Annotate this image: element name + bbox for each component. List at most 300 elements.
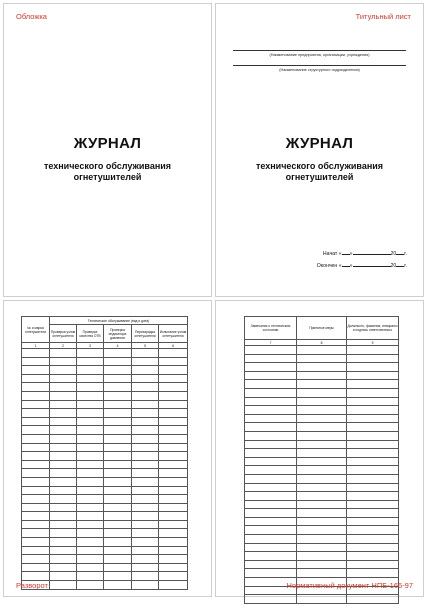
table-cell — [159, 349, 188, 358]
table-cell — [77, 572, 104, 581]
table-cell — [245, 492, 297, 501]
table-cell — [50, 443, 77, 452]
table-row — [245, 595, 399, 604]
table-cell — [297, 431, 347, 440]
table-cell — [347, 517, 399, 526]
table-row — [22, 495, 188, 504]
table-cell — [22, 452, 50, 461]
table-cell — [159, 512, 188, 521]
table-cell — [159, 409, 188, 418]
table-row — [22, 357, 188, 366]
table-row — [245, 457, 399, 466]
ended-date-row — [317, 261, 407, 269]
table-cell — [132, 426, 159, 435]
table-row — [245, 423, 399, 432]
column-header: Замечания о техническом состоянии — [245, 317, 297, 340]
table-cell — [297, 543, 347, 552]
table-cell — [77, 383, 104, 392]
ended-year-label: 20 — [390, 263, 397, 269]
table-cell — [50, 520, 77, 529]
table-cell — [297, 492, 347, 501]
table-cell — [50, 434, 77, 443]
table-row — [245, 388, 399, 397]
table-cell — [104, 572, 132, 581]
table-cell — [159, 366, 188, 375]
table-row — [245, 431, 399, 440]
table-cell — [159, 546, 188, 555]
table-cell — [22, 529, 50, 538]
table-cell — [77, 538, 104, 547]
started-month-blank — [353, 249, 391, 255]
table-row — [22, 374, 188, 383]
table-cell — [297, 363, 347, 372]
table-row — [245, 500, 399, 509]
table-cell — [297, 595, 347, 604]
table-cell — [297, 457, 347, 466]
table-cell — [50, 409, 77, 418]
table-cell — [22, 503, 50, 512]
title-page-title-block — [216, 135, 423, 183]
table-cell — [159, 417, 188, 426]
table-cell — [77, 495, 104, 504]
table-cell — [22, 555, 50, 564]
table-cell — [104, 563, 132, 572]
table-cell — [104, 460, 132, 469]
table-cell — [159, 400, 188, 409]
table-cell — [245, 483, 297, 492]
table-cell — [104, 426, 132, 435]
table-cell — [22, 469, 50, 478]
table-row — [22, 512, 188, 521]
table-cell — [50, 452, 77, 461]
table-cell — [50, 383, 77, 392]
table-cell — [22, 512, 50, 521]
table-cell — [245, 466, 297, 475]
title-page — [216, 4, 423, 296]
table-row — [22, 469, 188, 478]
table-row — [22, 520, 188, 529]
column-number: 4 — [104, 343, 132, 349]
ended-label: Окончен « — [316, 263, 342, 269]
table-cell — [22, 477, 50, 486]
table-cell — [132, 383, 159, 392]
table-cell — [297, 449, 347, 458]
table-cell — [132, 546, 159, 555]
table-cell — [77, 555, 104, 564]
title-page-corner-label: Титульный лист — [355, 12, 411, 21]
table-cell — [159, 563, 188, 572]
table-cell — [104, 503, 132, 512]
table-cell — [132, 366, 159, 375]
table-cell — [22, 400, 50, 409]
table-cell — [104, 477, 132, 486]
table-cell — [50, 400, 77, 409]
table-cell — [159, 443, 188, 452]
table-cell — [159, 374, 188, 383]
cover-subtitle-line1: технического обслуживания — [43, 161, 172, 171]
table-cell — [297, 560, 347, 569]
table-cell — [159, 452, 188, 461]
table-row — [245, 543, 399, 552]
table-cell — [22, 495, 50, 504]
table-row — [245, 474, 399, 483]
table-cell — [347, 552, 399, 561]
table-row — [245, 492, 399, 501]
table-cell — [132, 434, 159, 443]
organization-line — [233, 50, 406, 51]
table-cell — [159, 469, 188, 478]
table-cell — [50, 374, 77, 383]
table-cell — [50, 357, 77, 366]
table-cell — [347, 406, 399, 415]
table-cell — [104, 434, 132, 443]
table-row — [245, 466, 399, 475]
table-cell — [159, 486, 188, 495]
table-cell — [50, 555, 77, 564]
table-cell — [132, 512, 159, 521]
table-cell — [245, 431, 297, 440]
table-row — [22, 383, 188, 392]
table-row — [22, 486, 188, 495]
started-label: Начат « — [322, 251, 342, 257]
table-cell — [77, 452, 104, 461]
table-cell — [132, 581, 159, 590]
table-cell — [104, 512, 132, 521]
table-cell — [245, 569, 297, 578]
department-field — [233, 65, 406, 72]
table-cell — [77, 563, 104, 572]
table-cell — [347, 560, 399, 569]
table-cell — [245, 440, 297, 449]
column-header: Проверка качества ОТВ — [77, 325, 104, 343]
table-cell — [50, 417, 77, 426]
table-cell — [50, 477, 77, 486]
table-cell — [347, 466, 399, 475]
table-cell — [245, 406, 297, 415]
table-cell — [159, 383, 188, 392]
table-row — [22, 434, 188, 443]
table-cell — [159, 572, 188, 581]
table-cell — [132, 572, 159, 581]
table-row — [22, 538, 188, 547]
title-page-title: ЖУРНАЛ — [285, 135, 354, 152]
table-cell — [347, 483, 399, 492]
table-header-row — [22, 317, 188, 325]
table-row — [245, 406, 399, 415]
table-cell — [297, 500, 347, 509]
table-cell — [104, 366, 132, 375]
table-cell — [77, 520, 104, 529]
table-cell — [50, 486, 77, 495]
table-cell — [347, 371, 399, 380]
table-cell — [22, 520, 50, 529]
table-cell — [50, 349, 77, 358]
table-cell — [297, 526, 347, 535]
table-cell — [159, 357, 188, 366]
table-cell — [245, 552, 297, 561]
table-row — [22, 409, 188, 418]
table-cell — [50, 546, 77, 555]
table-cell — [347, 346, 399, 355]
table-cell — [50, 538, 77, 547]
table-cell — [132, 349, 159, 358]
table-cell — [347, 474, 399, 483]
spread-corner-label: Разворот — [16, 581, 48, 590]
table-cell — [132, 503, 159, 512]
table-cell — [132, 486, 159, 495]
column-header: Принятые меры — [297, 317, 347, 340]
table-cell — [245, 397, 297, 406]
table-row — [245, 380, 399, 389]
table-cell — [77, 349, 104, 358]
table-row — [22, 529, 188, 538]
table-cell — [104, 417, 132, 426]
started-year-suffix: г. — [404, 251, 407, 257]
table-cell — [77, 469, 104, 478]
department-line — [233, 65, 406, 66]
table-cell — [245, 449, 297, 458]
table-cell — [347, 363, 399, 372]
cover-corner-label: Обложка — [16, 12, 47, 21]
table-cell — [347, 397, 399, 406]
table-cell — [50, 572, 77, 581]
table-cell — [297, 509, 347, 518]
table-cell — [132, 443, 159, 452]
cover-title-block — [4, 135, 211, 183]
table-cell — [347, 414, 399, 423]
table-cell — [347, 595, 399, 604]
table-cell — [104, 443, 132, 452]
table-cell — [22, 443, 50, 452]
table-cell — [297, 552, 347, 561]
table-cell — [159, 520, 188, 529]
table-cell — [22, 486, 50, 495]
table-row — [22, 349, 188, 358]
cover-subtitle-line2: огнетушителей — [73, 172, 142, 182]
table-row — [22, 391, 188, 400]
table-cell — [245, 560, 297, 569]
table-cell — [297, 440, 347, 449]
table-cell — [245, 517, 297, 526]
table-cell — [22, 383, 50, 392]
title-page-subtitle-line2: огнетушителей — [285, 172, 354, 182]
table-row — [22, 426, 188, 435]
table-cell — [132, 529, 159, 538]
table-cell — [159, 503, 188, 512]
table-cell — [22, 357, 50, 366]
remarks-table — [244, 316, 399, 604]
ended-month-blank — [353, 261, 391, 267]
table-cell — [347, 431, 399, 440]
table-cell — [104, 452, 132, 461]
started-date-row — [323, 249, 407, 257]
table-cell — [347, 543, 399, 552]
table-cell — [347, 500, 399, 509]
table-row — [22, 563, 188, 572]
table-cell — [159, 581, 188, 590]
spread-left-page — [4, 301, 211, 596]
table-cell — [159, 529, 188, 538]
table-cell — [104, 495, 132, 504]
table-cell — [347, 509, 399, 518]
spread-right-page — [216, 301, 423, 596]
table-cell — [50, 512, 77, 521]
ended-day-blank — [342, 261, 350, 267]
table-row — [245, 354, 399, 363]
table-row — [245, 535, 399, 544]
table-cell — [132, 374, 159, 383]
table-cell — [132, 495, 159, 504]
table-cell — [245, 371, 297, 380]
table-cell — [104, 349, 132, 358]
column-header: Проверка индикатора давления — [104, 325, 132, 343]
table-row — [245, 414, 399, 423]
table-cell — [132, 520, 159, 529]
table-cell — [159, 391, 188, 400]
table-cell — [22, 426, 50, 435]
table-cell — [132, 460, 159, 469]
column-header: Должность, фамилия, инициалы и подпись ответственного — [347, 317, 399, 340]
ended-date-mid: » — [349, 263, 353, 269]
table-cell — [104, 374, 132, 383]
table-cell — [50, 495, 77, 504]
table-cell — [77, 409, 104, 418]
column-number: 3 — [77, 343, 104, 349]
table-cell — [132, 477, 159, 486]
table-cell — [245, 535, 297, 544]
column-header: Перезарядка огнетушителя — [132, 325, 159, 343]
table-cell — [50, 529, 77, 538]
table-cell — [297, 569, 347, 578]
table-cell — [297, 380, 347, 389]
table-cell — [77, 417, 104, 426]
table-cell — [77, 581, 104, 590]
table-cell — [132, 357, 159, 366]
table-cell — [245, 354, 297, 363]
table-cell — [22, 563, 50, 572]
table-cell — [50, 563, 77, 572]
table-cell — [347, 440, 399, 449]
table-row — [245, 346, 399, 355]
table-cell — [297, 388, 347, 397]
table-cell — [347, 449, 399, 458]
table-row — [245, 363, 399, 372]
table-cell — [245, 363, 297, 372]
column-number: 8 — [297, 340, 347, 346]
title-page-subtitle-line1: технического обслуживания — [255, 161, 384, 171]
table-cell — [104, 555, 132, 564]
table-row — [22, 477, 188, 486]
column-number: 1 — [22, 343, 50, 349]
table-header-row — [245, 317, 399, 340]
table-cell — [77, 400, 104, 409]
table-row — [245, 371, 399, 380]
table-cell — [22, 546, 50, 555]
table-row — [22, 400, 188, 409]
table-cell — [245, 543, 297, 552]
table-cell — [104, 486, 132, 495]
table-cell — [104, 357, 132, 366]
column-number: 2 — [50, 343, 77, 349]
table-cell — [245, 595, 297, 604]
table-cell — [245, 388, 297, 397]
table-cell — [132, 538, 159, 547]
table-cell — [347, 388, 399, 397]
table-cell — [245, 474, 297, 483]
table-cell — [347, 492, 399, 501]
table-cell — [297, 346, 347, 355]
table-cell — [297, 414, 347, 423]
started-day-blank — [342, 249, 350, 255]
table-cell — [104, 546, 132, 555]
table-cell — [347, 526, 399, 535]
table-cell — [22, 417, 50, 426]
table-cell — [77, 391, 104, 400]
table-row — [245, 483, 399, 492]
table-cell — [50, 391, 77, 400]
table-cell — [132, 452, 159, 461]
column-number: 7 — [245, 340, 297, 346]
table-cell — [104, 538, 132, 547]
table-cell — [297, 423, 347, 432]
table-cell — [104, 529, 132, 538]
table-cell — [22, 409, 50, 418]
table-cell — [245, 526, 297, 535]
table-cell — [50, 469, 77, 478]
table-cell — [104, 581, 132, 590]
started-date-mid: » — [349, 251, 353, 257]
table-row — [22, 503, 188, 512]
table-cell — [297, 517, 347, 526]
table-cell — [159, 495, 188, 504]
table-cell — [245, 346, 297, 355]
table-cell — [77, 486, 104, 495]
table-row — [22, 460, 188, 469]
table-cell — [297, 406, 347, 415]
table-cell — [347, 457, 399, 466]
table-cell — [297, 466, 347, 475]
table-row — [22, 572, 188, 581]
table-cell — [22, 538, 50, 547]
table-cell — [347, 423, 399, 432]
table-cell — [159, 555, 188, 564]
table-row — [245, 552, 399, 561]
table-cell — [245, 457, 297, 466]
table-cell — [297, 371, 347, 380]
table-cell — [132, 555, 159, 564]
table-cell — [132, 409, 159, 418]
table-row — [22, 546, 188, 555]
table-cell — [132, 469, 159, 478]
column-number: 9 — [347, 340, 399, 346]
table-cell — [77, 460, 104, 469]
table-row — [245, 509, 399, 518]
table-cell — [297, 535, 347, 544]
column-header: Испытание узлов огнетушителя — [159, 325, 188, 343]
table-row — [22, 452, 188, 461]
table-cell — [77, 434, 104, 443]
maintenance-log-table — [21, 316, 188, 590]
column-header: № и марка огнетушителя — [22, 317, 50, 343]
organization-caption: (Наименование предприятия, организации, учреждения) — [269, 52, 370, 57]
table-cell — [132, 400, 159, 409]
table-cell — [159, 434, 188, 443]
table-cell — [159, 460, 188, 469]
table-cell — [132, 391, 159, 400]
table-cell — [159, 426, 188, 435]
table-cell — [132, 417, 159, 426]
table-cell — [22, 374, 50, 383]
